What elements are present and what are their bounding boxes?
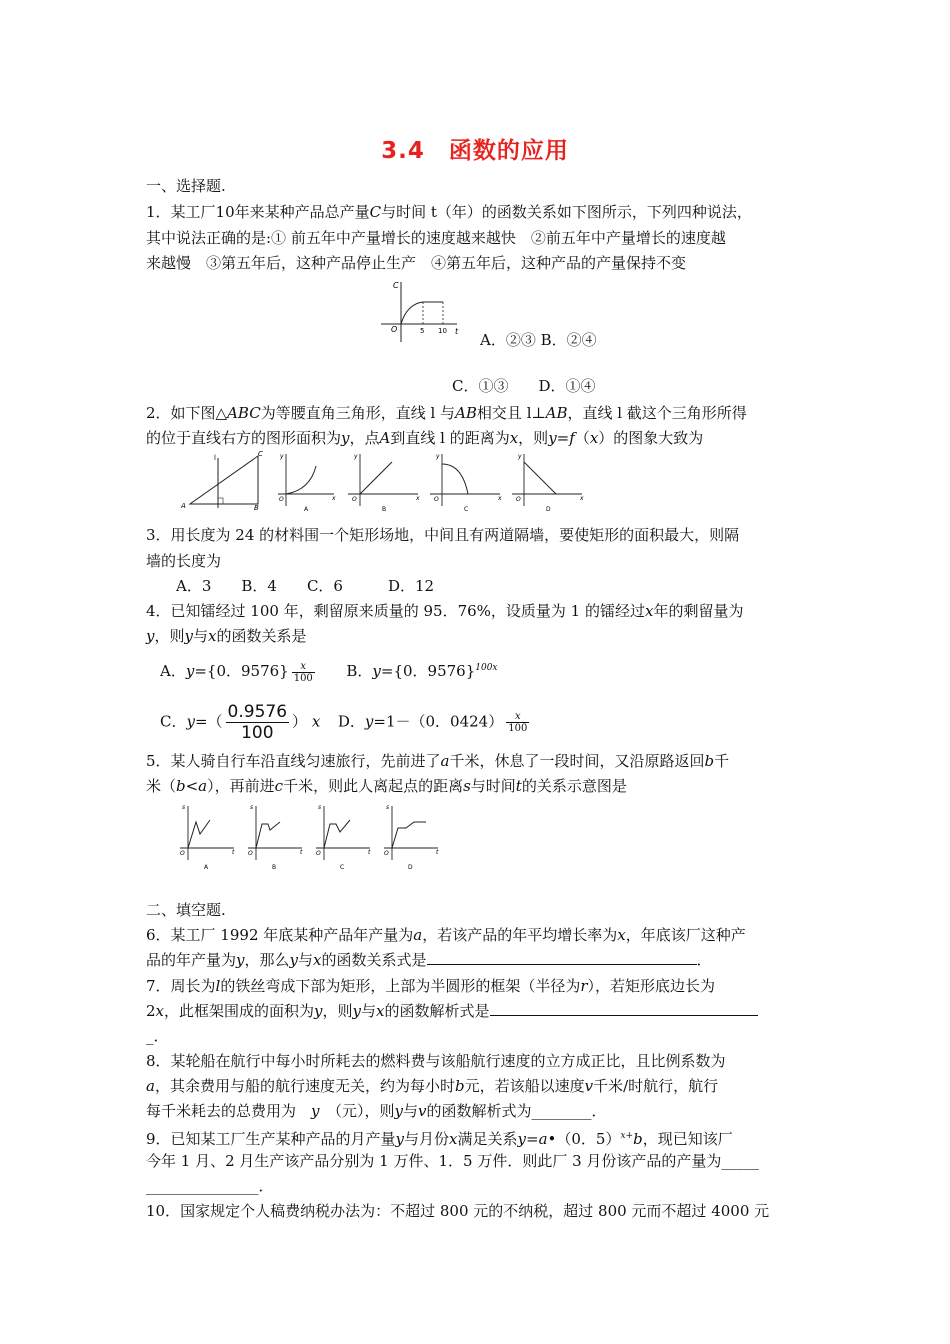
q2a-label: A	[304, 506, 309, 512]
q5d-o: O	[384, 850, 389, 857]
q2-graph-b	[348, 453, 420, 512]
q2d-y: y	[518, 453, 522, 460]
q2b-y: y	[354, 453, 358, 460]
section-heading-choice: 一、选择题.	[146, 177, 226, 195]
q4-options-ab: A．y={0．9576} $\frac{x}{100}$ B．y={0．9576}$^{100x}$	[160, 660, 498, 684]
q2d-label: D	[546, 506, 551, 512]
q1-tick-10: 10	[438, 327, 447, 335]
q7-line3: _．	[146, 1027, 169, 1045]
q2c-x: x	[498, 495, 502, 502]
q1-curve	[401, 302, 423, 324]
q2b-o: O	[352, 496, 357, 503]
q5b-o: O	[248, 850, 253, 857]
q2-line2: 的位于直线右方的图形面积为y，点A到直线 l 的距离为x，则y=f（x）的图象大致为	[146, 429, 704, 447]
q2c-label: C	[464, 506, 469, 512]
q2c-o: O	[434, 496, 439, 503]
q5-line2: 米（b<a），再前进c千米，则此人离起点的距离s与时间t的关系示意图是	[146, 777, 627, 795]
q8-line2: a，其余费用与船的航行速度无关，约为每小时b元，若该船以速度v千米/时航行，航行	[146, 1077, 719, 1095]
q5d-s: s	[386, 804, 390, 811]
q5-graph-c	[316, 804, 371, 871]
q8-line1: 8．某轮船在航行中每小时所耗去的燃料费与该船航行速度的立方成正比，且比例系数为	[146, 1052, 726, 1070]
q3-line2: 墙的长度为	[146, 552, 222, 570]
q5c-t: t	[368, 849, 371, 856]
q9-line2: 今年 1 月、2 月生产该产品分别为 1 万件、1．5 万件．则此厂 3 月份该产品的产量为_____	[146, 1152, 759, 1170]
q5d-t: t	[436, 849, 439, 856]
q3-line1: 3．用长度为 24 的材料围一个矩形场地，中间且有两道隔墙，要使矩形的面积最大，则隔	[146, 526, 740, 544]
q5-graph-b	[248, 804, 303, 871]
q5c-label: C	[340, 864, 345, 871]
q4-line2: y，则y与x的函数关系是	[146, 627, 307, 645]
q5a-t: t	[232, 849, 235, 856]
q5b-s: s	[250, 804, 254, 811]
q2c-y: y	[436, 453, 440, 460]
q2a-y: y	[280, 453, 284, 460]
q2-figures	[176, 450, 586, 512]
q2b-label: B	[382, 506, 387, 512]
q10-line1: 10．国家规定个人稿费纳税办法为：不超过 800 元的不纳税，超过 800 元而不超过 4000 元	[146, 1202, 770, 1220]
q3-options: A．3 B．4 C．6 D．12	[176, 577, 435, 595]
q5-line1: 5．某人骑自行车沿直线匀速旅行，先前进了a千米，休息了一段时间，又沿原路返回b千	[146, 752, 730, 770]
q5b-label: B	[272, 864, 277, 871]
q2-graph-a	[278, 453, 336, 512]
q1-line1: 1．某工厂10年来某种产品总产量C与时间 t（年）的函数关系如下图所示，下列四种说法，	[146, 203, 752, 221]
q2b-x: x	[416, 495, 420, 502]
q4-options-cd: C．y=（ $\frac{0.9576}{100}$ ） x D．y=1－（0．0424） $\frac{x}{100}$	[160, 702, 528, 743]
q2a-o: O	[279, 496, 284, 503]
q6-line1: 6．某工厂 1992 年底某种产品年产量为a，若该产品的年平均增长率为x，年底该厂这种产	[146, 926, 746, 944]
q5c-o: O	[316, 850, 321, 857]
q2-vertex-a: A	[181, 502, 186, 510]
q7-line2: 2x，此框架围成的面积为y，则y与x的函数解析式是	[146, 999, 758, 1023]
page-title: 3.4 函数的应用	[381, 138, 569, 164]
q5a-o: O	[180, 850, 185, 857]
q2-graph-c	[430, 453, 502, 512]
q2a-x: x	[332, 495, 336, 502]
q5-figures	[172, 800, 442, 872]
q2d-x: x	[580, 495, 584, 502]
q1-axis-y-label: C	[393, 281, 399, 290]
q1-graph	[377, 276, 462, 346]
q5-graph-d	[384, 804, 439, 871]
q2-line-l-label: l	[214, 454, 216, 462]
q2-vertex-b: B	[254, 504, 259, 512]
q9-line3: _______________．	[146, 1177, 274, 1195]
q5d-label: D	[408, 864, 413, 871]
q2-triangle	[180, 450, 263, 512]
q5a-s: s	[182, 804, 186, 811]
q1-line3: 来越慢 ③第五年后，这种产品停止生产 ④第五年后，这种产品的产量保持不变	[146, 254, 687, 272]
q1-tick-5: 5	[420, 327, 425, 335]
q5b-t: t	[300, 849, 303, 856]
q9-line1: 9．已知某工厂生产某种产品的月产量y与月份x满足关系y=a•（0．5）$^{x+}$b，现已知该厂	[146, 1130, 733, 1148]
q1-line2: 其中说法正确的是:① 前五年中产量增长的速度越来越快 ②前五年中产量增长的速度越	[146, 229, 726, 247]
q7-answer-blank[interactable]	[490, 999, 758, 1016]
q5-graph-a	[180, 804, 235, 871]
q1-origin-label: O	[391, 325, 398, 334]
section-heading-fill: 二、填空题.	[146, 901, 226, 919]
q4-line1: 4．已知镭经过 100 年，剩留原来质量的 95．76%，设质量为 1 的镭经过x年的剩留量为	[146, 602, 744, 620]
q2-line1: 2．如下图△ABC为等腰直角三角形，直线 l 与AB相交且 l⊥AB，直线 l 截这个三角形所得	[146, 404, 747, 422]
q2d-o: O	[516, 496, 521, 503]
q1-options-ab: A．②③ B．②④	[480, 331, 597, 349]
q6-answer-blank[interactable]	[427, 948, 697, 965]
q6-line2: 品的年产量为y，那么y与x的函数关系式是 ．	[146, 948, 712, 972]
q5a-label: A	[204, 864, 209, 871]
q2-graph-d	[512, 453, 584, 512]
q8-line3: 每千米耗去的总费用为 y （元），则y与v的函数解析式为________．	[146, 1102, 607, 1120]
q1-axis-x-label: t	[455, 327, 459, 336]
q5c-s: s	[318, 804, 322, 811]
q1-options-cd: C．①③ D．①④	[452, 377, 596, 395]
q7-line1: 7．周长为l的铁丝弯成下部为矩形，上部为半圆形的框架（半径为r），若矩形底边长为	[146, 977, 716, 995]
q2-vertex-c: C	[258, 450, 263, 458]
